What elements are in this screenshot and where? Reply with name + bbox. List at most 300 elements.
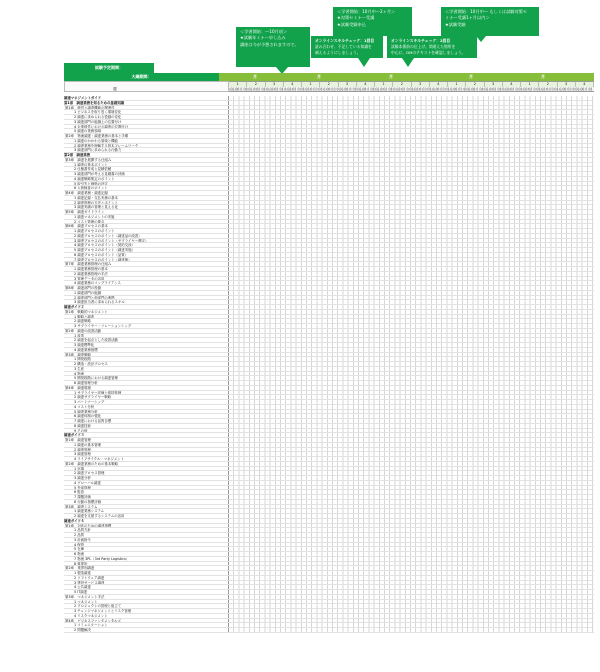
row-day-cells[interactable] [229,405,594,409]
row-day-cells[interactable] [229,215,594,219]
row-day-cells[interactable] [229,486,594,490]
row-day-cells[interactable] [229,239,594,243]
day-cell: 火 [576,88,579,91]
row-day-cells[interactable] [229,509,594,513]
row-day-cells[interactable] [229,581,594,585]
row-day-cells[interactable] [229,96,594,100]
day-cell: 木 [382,88,385,91]
row-label: 1 改善 [64,334,229,338]
row-day-cells[interactable] [229,528,594,532]
day-cell: 金 [475,88,478,91]
row-label: 4 調達業務のコンプライアンス [64,281,229,285]
row-day-cells[interactable] [229,158,594,162]
row-day-cells[interactable] [229,543,594,547]
row-label: 第2章 業界別調達 [64,566,229,570]
day-cell: 土 [496,88,499,91]
day-cell: 水 [433,88,437,91]
row-day-cells[interactable] [229,590,594,594]
day-cell: 水 [452,88,455,91]
day-cell: 月 [410,88,413,91]
callout-line: 補えるようにしましょう。 [315,50,361,55]
row-label: 1 調達記録・支払実務の基本 [64,196,229,200]
row-label: 3 パートナーシップ [64,400,229,404]
row-label: 6 監査 [64,490,229,494]
row-day-cells[interactable] [229,552,594,556]
row-label: 4 調達戦略策定のポイント [64,177,229,181]
row-day-cells[interactable] [229,566,594,570]
row-day-cells[interactable] [229,557,594,561]
row-label: 調達ガイド３ [64,433,229,437]
row-day-cells[interactable] [229,110,594,114]
row-day-cells[interactable] [229,234,594,238]
row-label: 第2部 調達業務 [64,153,229,157]
day-cell: 土 [405,88,408,91]
row-day-cells[interactable] [229,101,594,105]
callout-line: ★試験受験 [445,21,466,27]
row-label: 第1章 戦略的マネジメント [64,310,229,314]
row-day-cells[interactable] [229,134,594,138]
day-cell: 土 [441,88,444,91]
row-label: 第4章 調達環境 [64,386,229,390]
day-cell: 土 [459,88,463,91]
day-cell: 金 [584,88,587,91]
row-day-cells[interactable] [229,386,594,390]
row-day-cells[interactable] [229,623,594,627]
row-label: 第4章 ビジネスファンダメンタルズ [64,619,229,623]
row-day-cells[interactable] [229,457,594,461]
day-cell: 木 [254,88,258,91]
row-day-cells[interactable] [229,376,594,380]
day-cell: 土 [423,88,426,91]
day-cell: 月 [446,88,450,91]
callout-line: 中心に、DMのテキストを確認しましょう。 [391,50,466,55]
row-day-cells[interactable] [229,191,594,195]
day-cell: 月 [519,88,522,91]
day-cell: 金 [384,88,387,91]
row-day-cells[interactable] [229,391,594,395]
row-day-cells[interactable] [229,153,594,157]
header-cell: 4 [357,82,375,87]
row-day-cells[interactable] [229,576,594,580]
day-cell: 月 [229,88,232,91]
row-label: 5 開発段階における調達管理 [64,376,229,380]
month-header-ribbon [219,73,594,81]
row-day-cells[interactable] [229,248,594,252]
row-day-cells[interactable] [229,277,594,281]
row-day-cells[interactable] [229,291,594,295]
day-cell: 土 [478,88,481,91]
row-day-cells[interactable] [229,281,594,285]
day-cell: 水 [524,88,527,91]
day-cell: 火 [304,88,307,91]
row-label: 第1章 対応のための調達指標 [64,524,229,528]
row-day-cells[interactable] [229,272,594,276]
day-cell: 火 [340,88,343,91]
row-label: 6 調達体制の強化 [64,414,229,418]
row-day-cells[interactable] [229,381,594,385]
row-day-cells[interactable] [229,547,594,551]
day-cell: 木 [327,88,330,91]
row-day-cells[interactable] [229,619,594,623]
day-cell: 火 [522,88,525,91]
day-cell: 木 [436,88,439,91]
row-day-cells[interactable] [229,163,594,167]
row-label: 1 調達の基本ポイント [64,163,229,167]
day-cell: 日 [516,88,520,91]
row-day-cells[interactable] [229,443,594,447]
row-day-cells[interactable] [229,186,594,190]
row-day-cells[interactable] [229,362,594,366]
row-day-cells[interactable] [229,438,594,442]
row-day-cells[interactable] [229,524,594,528]
row-day-cells[interactable] [229,614,594,618]
row-day-cells[interactable] [229,224,594,228]
row-label: 1 調達の基本管理 [64,443,229,447]
day-cell: 日 [389,88,392,91]
row-day-cells[interactable] [229,481,594,485]
row-day-cells[interactable] [229,538,594,542]
day-cell: 月 [374,88,377,91]
day-cell: 木 [581,88,584,91]
day-cell: 金 [366,88,369,91]
row-label: 7 調達における品質目標 [64,419,229,423]
row-day-cells[interactable] [229,500,594,504]
row-label: 3 調達プロセスのポイント（サプライヤー選定） [64,239,229,243]
day-cell: 日 [571,88,574,91]
row-day-cells[interactable] [229,243,594,247]
row-day-cells[interactable] [229,120,594,124]
day-cell: 木 [472,88,475,91]
row-day-cells[interactable] [229,144,594,148]
day-cell: 日 [426,88,429,91]
day-cell: 月 [428,88,431,91]
row-day-cells[interactable] [229,414,594,418]
day-cell: 水 [579,88,582,91]
row-label: 第1章 経営と調達機能の関連性 [64,106,229,110]
day-cell: 火 [431,88,434,91]
row-day-cells[interactable] [229,514,594,518]
row-label: 第1部 調達業務を知るための基礎知識 [64,101,229,105]
day-cell: 土 [332,88,335,91]
row-label: 4 物流 [64,372,229,376]
day-cell: 水 [270,88,273,91]
day-cell: 木 [363,88,367,91]
day-cell: 火 [376,88,380,91]
row-day-cells[interactable] [229,476,594,480]
day-cell: 水 [324,88,328,91]
day-cell: 木 [291,88,294,91]
day-cell: 土 [532,88,535,91]
row-day-cells[interactable] [229,400,594,404]
day-cell: 金 [239,88,242,91]
row-label: 6 調達管理分析 [64,381,229,385]
row-label: 1 調達のかかわる領域と機能 [64,139,229,143]
row-label: 1 品質方針 [64,528,229,532]
header-cell: 4 [430,82,448,87]
day-cell: 日 [498,88,501,91]
row-label: 5 調達プロセスのポイント（調達実施） [64,248,229,252]
callout-line: 講座は今が予想されますので。 [240,41,299,47]
day-cell: 月 [483,88,486,91]
day-cell: 日 [335,88,338,91]
row-day-cells[interactable] [229,467,594,471]
row-day-cells[interactable] [229,357,594,361]
row-day-cells[interactable] [229,600,594,604]
row-day-cells[interactable] [229,395,594,399]
header-cell: 1 [521,82,539,87]
row-day-cells[interactable] [229,343,594,347]
row-day-cells[interactable] [229,229,594,233]
row-day-cells[interactable] [229,129,594,133]
row-label: 8 事業所 [64,562,229,566]
day-cell: 日 [480,88,483,91]
day-cell: 水 [306,88,309,91]
row-day-cells[interactable] [229,334,594,338]
row-day-cells[interactable] [229,286,594,290]
row-day-cells[interactable] [229,452,594,456]
day-cell: 水 [252,88,255,91]
day-cell: 金 [457,88,460,91]
day-cell: 金 [439,88,442,91]
day-cell: 土 [568,88,571,91]
row-label: 5 調達の業務領域 [64,129,229,133]
row-day-cells[interactable] [229,329,594,333]
row-day-cells[interactable] [229,258,594,262]
day-cell: 木 [563,88,566,91]
callout-tail [358,58,370,67]
row-day-cells[interactable] [229,348,594,352]
row-day-cells[interactable] [229,505,594,509]
day-cell: 日 [535,88,538,91]
day-cell: 火 [449,88,452,91]
header-cell: 1 [375,82,393,87]
row-day-cells[interactable] [229,519,594,523]
row-label: 1 市場 [64,467,229,471]
callout-line: 読み合わせ、不足している知識を [315,44,372,49]
day-cell: 金 [348,88,351,91]
day-cell: 金 [566,88,569,91]
day-cell: 火 [286,88,289,91]
callout-line: オンラインスキルチェック：1回目 [315,38,375,43]
header-cell: 3 [485,82,503,87]
row-day-cells[interactable] [229,419,594,423]
row-day-cells[interactable] [229,571,594,575]
row-day-cells[interactable] [229,429,594,433]
row-day-cells[interactable] [229,220,594,224]
row-label: 3 調達実績の管理と見える化 [64,205,229,209]
row-day-cells[interactable] [229,367,594,371]
row-day-cells[interactable] [229,167,594,171]
row-label: 5 在庫 [64,547,229,551]
row-day-cells[interactable] [229,604,594,608]
row-day-cells[interactable] [229,490,594,494]
row-day-cells[interactable] [229,148,594,152]
header-left-cell [64,81,229,92]
row-label: 1 調達業務システム [64,509,229,513]
row-label: 3 調達部門が考える見積書の評価 [64,172,229,176]
day-cell: 金 [330,88,333,91]
row-day-cells[interactable] [229,205,594,209]
row-day-cells[interactable] [229,324,594,328]
row-label: 2 調達業務を理解する基本フレームワーク [64,144,229,148]
row-label: 第8章 調達部門の役割 [64,286,229,290]
row-day-cells[interactable] [229,609,594,613]
day-cell: 金 [402,88,405,91]
day-cell: 火 [231,88,234,91]
row-day-cells[interactable] [229,433,594,437]
day-cell: 日 [262,88,265,91]
row-label: 3 調達標準化 [64,343,229,347]
day-cell: 木 [400,88,403,91]
day-cell: 水 [561,88,564,91]
row-label: 3 調達部門の組織上の位置付け [64,120,229,124]
day-cell: 土 [387,88,390,91]
row-day-cells[interactable] [229,353,594,357]
row-label: 4 調達業務指標 [64,348,229,352]
row-day-cells[interactable] [229,319,594,323]
row-day-cells[interactable] [229,267,594,271]
row-label: 2 プロジェクトの管理と組立て [64,604,229,608]
day-cell: 日 [317,88,320,91]
row-label: 2 調達プロセス管理 [64,471,229,475]
row-label: 3 サプライヤー・リレーションシップ [64,324,229,328]
header-cell: 4 [503,82,521,87]
day-cell: 水 [379,88,382,91]
row-label: 4 企業経営における調達の位置付け [64,125,229,129]
day-cell: 月 [537,88,540,91]
day-cell: 金 [257,88,260,91]
row-label: 3 建設サービス調達 [64,581,229,585]
row-day-cells[interactable] [229,595,594,599]
row-label: 2 調達を支援するシステムの活用 [64,514,229,518]
callout-tail [476,36,486,42]
day-cell: 火 [322,88,325,91]
row-day-cells[interactable] [229,562,594,566]
day-cell: 月 [555,88,558,91]
row-day-cells[interactable] [229,305,594,309]
day-cell: 水 [234,88,237,91]
day-cell: 木 [454,88,457,91]
day-cell: 水 [361,88,364,91]
row-day-cells[interactable] [229,296,594,300]
row-day-cells[interactable] [229,210,594,214]
row-day-cells[interactable] [229,253,594,257]
row-day-cells[interactable] [229,533,594,537]
row-day-cells[interactable] [229,462,594,466]
row-label: 第4章 調達業務・調達記録 [64,191,229,195]
day-cell: 土 [296,88,299,91]
day-cell: 土 [241,88,245,91]
header-cell: 3 [339,82,357,87]
day-cell: 日 [462,88,465,91]
row-label: 2 仕様書作成と見積依頼 [64,167,229,171]
day-cell: 月 [337,88,341,91]
row-day-cells[interactable] [229,410,594,414]
row-day-cells[interactable] [229,177,594,181]
row-day-cells[interactable] [229,201,594,205]
row-day-cells[interactable] [229,125,594,129]
row-day-cells[interactable] [229,300,594,304]
day-cell: 火 [267,88,271,91]
row-day-cells[interactable] [229,372,594,376]
row-label: 2 調達業務管理の手法 [64,272,229,276]
row-day-cells[interactable] [229,262,594,266]
row-label: 第3章 調達システム [64,505,229,509]
day-cell: 土 [278,88,281,91]
day-cell: 木 [345,88,348,91]
row-label: 5 取引先と価格の決定 [64,182,229,186]
day-cell: 日 [407,88,411,91]
day-cell: 日 [353,88,356,91]
row-day-cells[interactable] [229,172,594,176]
header-cell: 3 [412,82,430,87]
day-cell: 金 [312,88,315,91]
row-day-cells[interactable] [229,585,594,589]
day-cell: 火 [503,88,507,91]
row-label: 1 開発段階 [64,357,229,361]
row-day-cells[interactable] [229,310,594,314]
day-cell: 土 [514,88,517,91]
row-day-cells[interactable] [229,471,594,475]
day-cell: 月 [392,88,395,91]
row-day-cells[interactable] [229,106,594,110]
day-cell: 水 [542,88,546,91]
row-label: 2 調達を起点とした改善活動 [64,338,229,342]
row-label: 3 調達担当者に求められるスキル [64,300,229,304]
row-label: 4 コスト分析 [64,405,229,409]
row-label: 2 品質 [64,533,229,537]
day-cell: 火 [358,88,361,91]
day-cell: 火 [485,88,488,91]
day-cell: 水 [488,88,491,91]
day-row [229,87,594,92]
month-label: 月 [541,74,545,79]
row-label: 3 調達分析 [64,476,229,480]
schedule-row [64,628,594,633]
row-label: 1 製造調達 [64,571,229,575]
day-cell: 日 [299,88,302,91]
row-label: 2 調達管理の方法とポイント [64,201,229,205]
day-cell: 火 [540,88,543,91]
day-cell: 火 [413,88,416,91]
row-label: 9 その他 [64,429,229,433]
row-day-cells[interactable] [229,115,594,119]
row-day-cells[interactable] [229,196,594,200]
day-cell: 金 [529,88,533,91]
row-day-cells[interactable] [229,448,594,452]
day-cell: 水 [470,88,473,91]
callout-tail [402,58,414,67]
day-cell: 木 [236,88,239,91]
row-day-cells[interactable] [229,338,594,342]
day-cell: 日 [244,88,247,91]
row-label: 第1章 調達管理 [64,438,229,442]
row-day-cells[interactable] [229,315,594,319]
study-schedule-sheet [64,96,594,666]
row-label: 1 コミュニケーション [64,623,229,627]
header-cell: 2 [466,82,484,87]
row-day-cells[interactable] [229,628,594,632]
day-cell: 土 [369,88,372,91]
row-day-cells[interactable] [229,424,594,428]
row-day-cells[interactable] [229,139,594,143]
day-cell: 木 [545,88,548,91]
callout-line: ミナー受講1ヶ月以内＞ [445,15,490,21]
day-cell: 火 [467,88,470,91]
row-day-cells[interactable] [229,495,594,499]
row-day-cells[interactable] [229,182,594,186]
day-cell: 土 [314,88,317,91]
